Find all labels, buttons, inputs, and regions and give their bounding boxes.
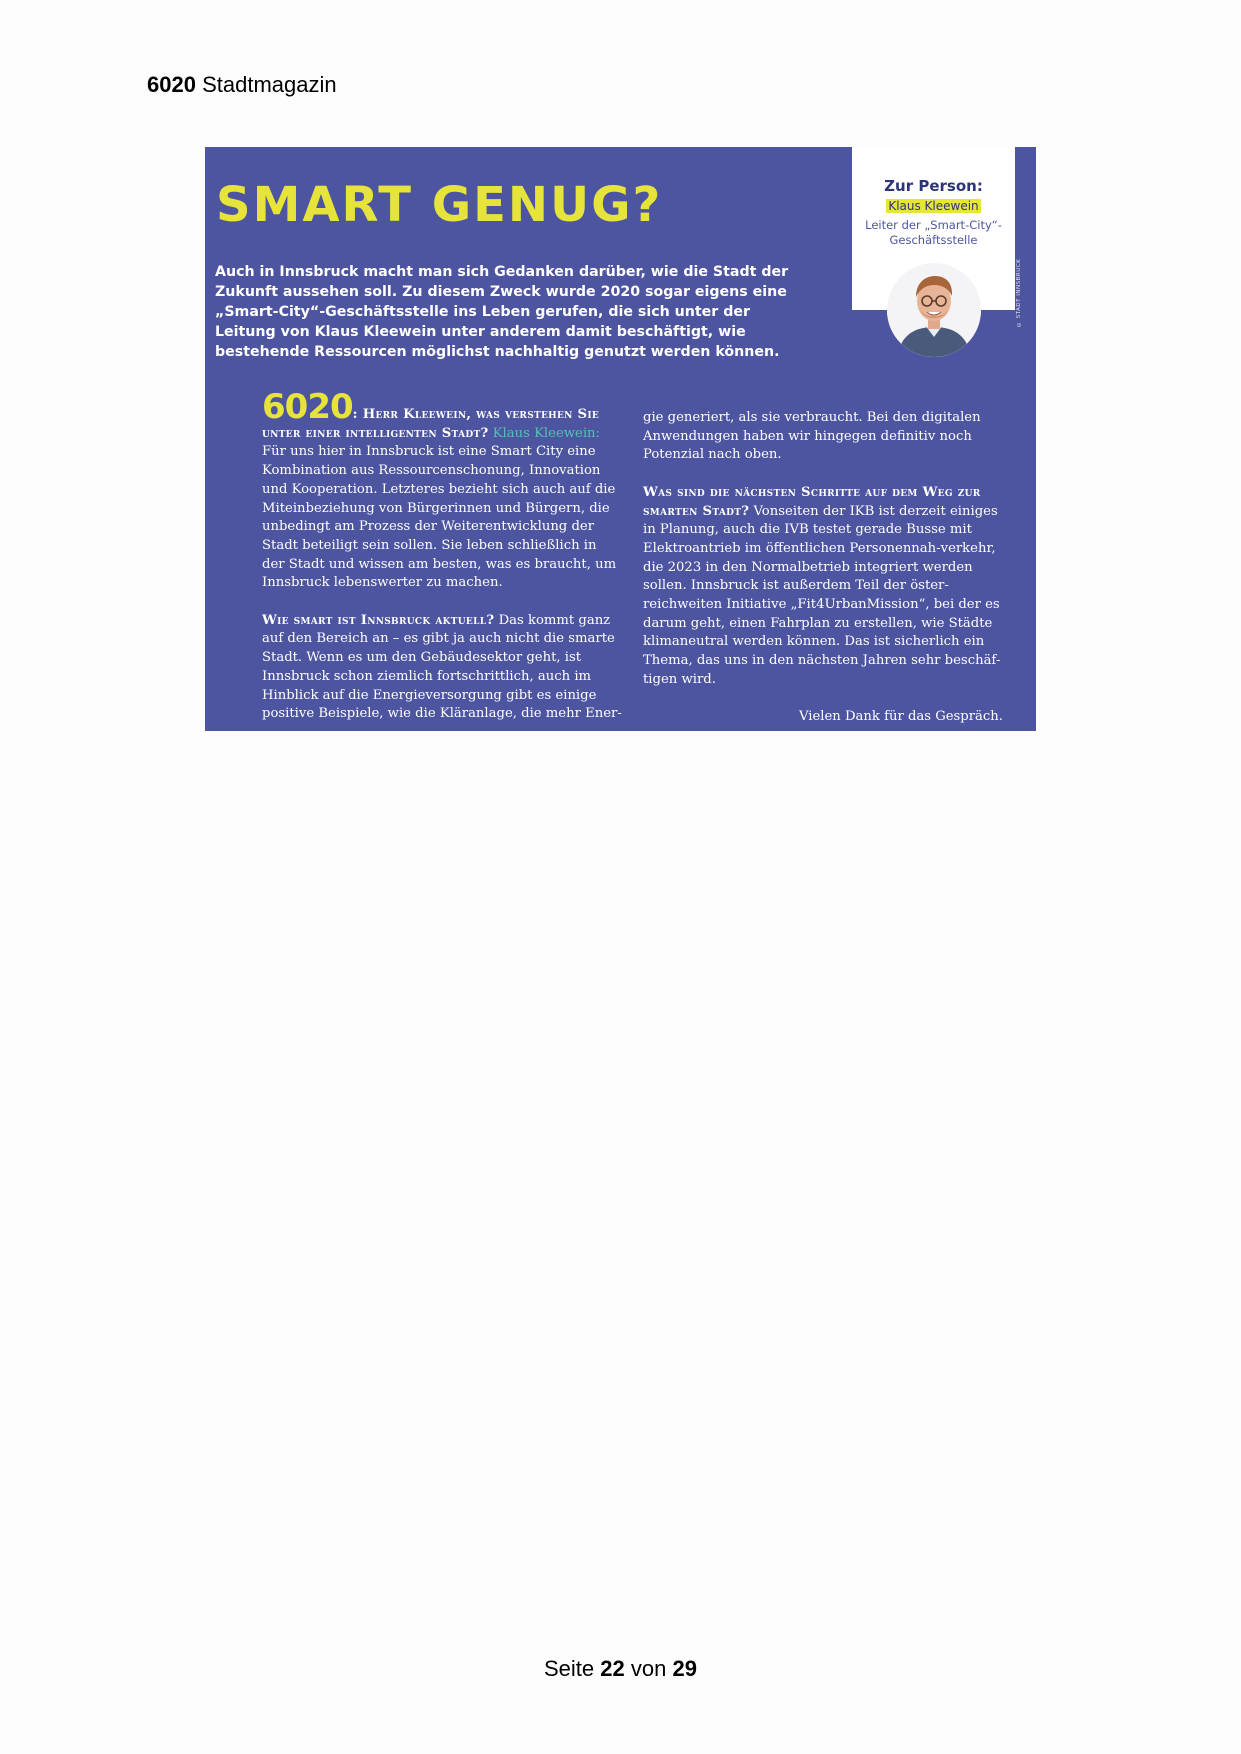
portrait-photo <box>887 263 981 357</box>
total-page-count: 29 <box>672 1656 697 1681</box>
person-name: Klaus Kleewein <box>888 199 979 213</box>
answer-1: Für uns hier in Innsbruck ist eine Smart City eine Kombination aus Ressourcenschonung, Innovation und Kooperation. Letzteres bezieht sich auch auf die Miteinbeziehung von Bürgerinnen und Bürgern, die unbedingt am Prozess der Weiterentwicklung der Stadt beteiligt sein sollen. Sie leben schließlich in der Stadt und wissen am besten, was es braucht, um Innsbruck lebenswerter zu machen. <box>262 444 617 591</box>
answer-speaker: Klaus Kleewein: <box>492 425 600 441</box>
article-image <box>205 147 1036 731</box>
closing-thanks: Vielen Dank für das Gespräch. <box>798 709 1003 725</box>
person-title: Zur Person: <box>884 177 983 195</box>
article-lead: Auch in Innsbruck macht man sich Gedanken darüber, wie die Stadt der Zukunft aussehen soll. Zu diesem Zweck wurde 2020 sogar eigens eine „Smart-City“-Geschäftsstelle ins Leben gerufen, die sich unter der Leitung von Klaus Kleewein unter anderem damit beschäftigt, wie bestehende Ressourcen möglichst nachhaltig genutzt werden können. <box>215 264 789 360</box>
answer-2: Das kommt ganz auf den Bereich an – es gibt ja auch nicht die smarte Stadt. Wenn es um den Gebäudesektor geht, ist Innsbruck schon ziemlich fortschrittlich, auch im Hinblick auf die Energieversorgung gibt es einige positive Beispiele, wie die Kläranlage, die mehr Ener- <box>262 612 622 722</box>
page-of-label: von <box>630 1656 667 1681</box>
interview-column-right <box>643 409 1003 727</box>
photo-credit: © STADT INNSBRUCK <box>1016 258 1022 327</box>
interview-column-left <box>262 387 622 731</box>
magazine-tag: 6020 <box>262 387 353 427</box>
answer-2-continued: gie generiert, als sie verbraucht. Bei den digitalen Anwendungen haben wir hingegen definitiv noch Potenzial nach oben. <box>643 410 981 463</box>
current-page-number: 22 <box>600 1656 625 1681</box>
question-2: Wie smart ist Innsbruck aktuell? <box>262 612 495 628</box>
page-label: Seite <box>544 1656 595 1681</box>
brand-name: Stadtmagazin <box>202 72 337 97</box>
page-header <box>147 72 337 98</box>
question-1: : Herr Kleewein, was verstehen Sie unter einer intelligenten Stadt? <box>262 407 600 441</box>
person-role: Leiter der „Smart-City“-Geschäftsstelle <box>865 218 1002 247</box>
brand-number: 6020 <box>147 72 196 97</box>
question-3: Was sind die nächsten Schritte auf dem Weg zur smarten Stadt? <box>643 484 981 519</box>
answer-3: Vonseiten der IKB ist derzeit einiges in Planung, auch die IVB testet gerade Busse mit Elektroantrieb im öffentlichen Personennah-verkehr, die 2023 in den Normalbetrieb integriert werden sollen. Innsbruck ist außerdem Teil der öster-reichweiten Initiative „Fit4UrbanMission“, bei der es darum geht, einen Fahrplan zu erstellen, wie Städte klimaneutral werden können. Das ist sicherlich ein Thema, das uns in den nächsten Jahren sehr beschäf-tigen wird. <box>643 503 1001 687</box>
article-headline: SMART GENUG? <box>216 177 663 233</box>
page-footer <box>0 1656 1241 1682</box>
